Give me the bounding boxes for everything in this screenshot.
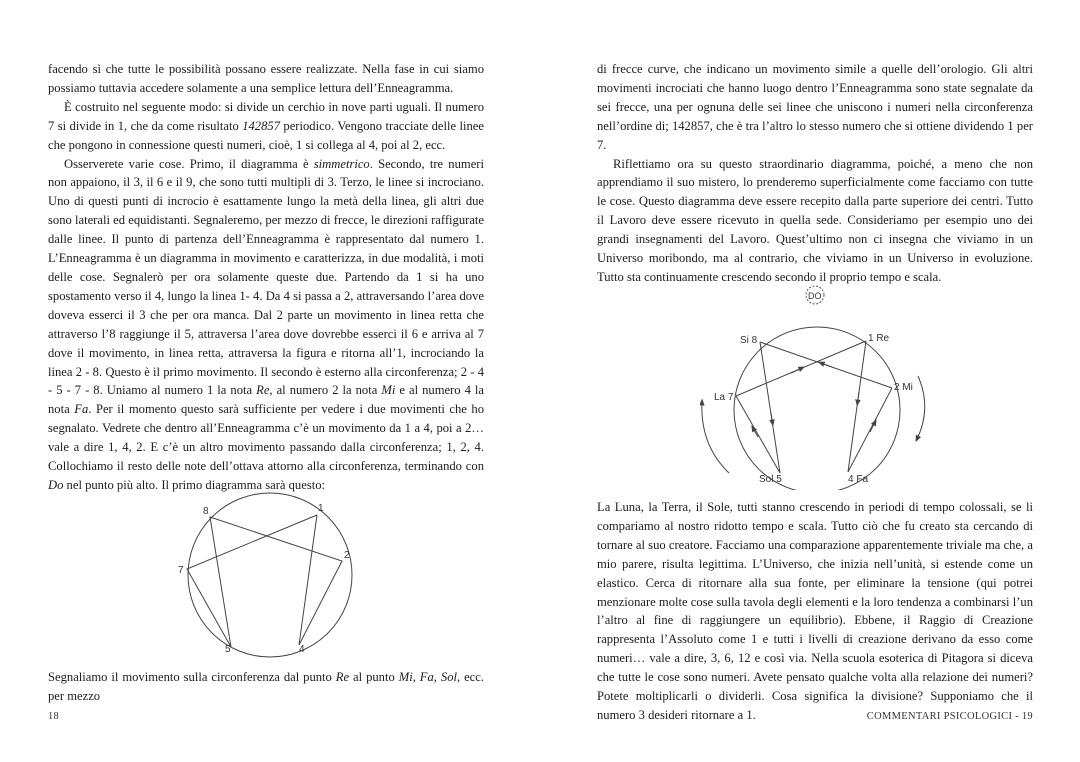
text-run: periodico. Vengono tracciate delle linee che pongono in connessione questi numeri, cioè, 1 si collega al 4, poi al 2, ecc. (48, 118, 484, 152)
note-label-la7: La 7 (714, 392, 734, 403)
point-label-7: 7 (178, 565, 184, 576)
text-run: È costruito nel seguente modo: si divide un cerchio in nove parti uguali. Il numero 7 si divide in 1, che da come risultato (48, 99, 484, 133)
italic-text: simmetrico (313, 156, 370, 171)
right-page (540, 0, 1080, 762)
text-run: nel punto più alto. Il primo diagramma sarà questo: (63, 477, 326, 492)
enneagram-basic-svg (160, 490, 380, 660)
text-run: di frecce curve, che indicano un movimento simile a quelle dell’orologio. Gli altri movimenti incrociati che hanno luogo dentro l’Enneagramma sono state segnalate da sei frecce, una per ognuna delle sei linee che uniscono i numeri nella circonferenza nell’ordine di; 142857, che è tra l’altro lo stesso numero che si ottiene dividendo 1 per 7. (597, 62, 1033, 152)
note-label-2mi: 2 Mi (894, 382, 913, 393)
italic-text: Mi (381, 383, 396, 398)
note-label-sol5: Sol 5 (759, 474, 782, 485)
left-page-body-top (48, 60, 484, 495)
text-run: Riflettiamo ora su questo straordinario diagramma, poiché, a meno che non apprendiamo il suo mistero, lo prenderemo superficialmente come facciamo con tutte le cose. Questo diagramma deve essere recepito dalla parte superiore dei centri. Tutto il Lavoro deve essere ricevuto in quella sede. Consideriamo per esempio uno dei grandi insegnamenti del Lavoro. Quest’ultimo non ci insegna che viviamo in un Universo moribondo, ma al contrario, che viviamo in un Universo in evoluzione. Tutto sta continuamente crescendo secondo il proprio tempo e scala. (597, 156, 1033, 284)
text-run: . Secondo, tre numeri non appaiono, il 3, il 6 e il 9, che sono tutti multipli di 3. Terzo, le linee si incrociano. Uno di questi punti di incrocio è esattamente lungo la metà della linea, gli altri due sono laterali ed equidistanti. Segnaleremo, per mezzo di frecce, le direzioni raffigurate dalle linee. Il punto di partenza dell’Enneagramma è rappresentato dal numero 1. L’Enneagramma è un diagramma in movimento e caratterizza, in due modalità, i moti delle cose. Segnalerò per ora solamente queste due. Partendo da 1 si ha uno spostamento verso il 4, lungo la linea 1- 4. Da 4 si passa a 2, attraversando l’area dove doveva esserci il 3 che per ora manca. Dal 2 parte un movimento in linea retta che attraverso l’8 raggiunge il 5, attraversa l’area dove dovrebbe esserci il 6 e arriva al 7 dove il movimento, in linea retta, attraversa la figura e ritorna all’1, incrociando la linea 2 - 8. Questo è il primo movimento. Il secondo è esterno alla circonferenza; 2 - 4 - 5 - 7 - 8. Uniamo al numero 1 la nota (48, 156, 484, 398)
paragraph (48, 60, 484, 98)
italic-text: Do (48, 477, 64, 492)
point-label-5: 5 (225, 644, 231, 655)
text-run: Segnaliamo il movimento sulla circonferenza dal punto (48, 670, 336, 684)
curved-arrow-left (702, 402, 729, 473)
paragraph (48, 155, 484, 495)
italic-text: Fa (74, 402, 89, 417)
text-run: e al numero 4 la nota (48, 383, 484, 417)
curved-arrow-right (917, 376, 925, 439)
note-label-do: DO (808, 291, 822, 301)
left-page-body-bottom (48, 668, 484, 706)
italic-text: Mi (398, 670, 413, 684)
italic-text: Fa (419, 670, 434, 684)
text-run: . Per il momento questo sarà sufficiente per vedere i due movimenti che ho segnalato. Vedrete che dentro all’Enneagramma c’è un movimento da 1 a 4, poi a 2… vale a dire 1, 4, 2. E c’è un altro movimento passando dalla circonferenza; 1, 2, 4. Collochiamo il resto delle note dell’ottava attorno alla circonferenza, terminando con (48, 402, 484, 474)
right-page-body-bottom (597, 498, 1033, 725)
enneagram-diagram-notes (700, 280, 960, 490)
italic-text: 142857 (242, 118, 280, 133)
text-run: , (412, 670, 420, 684)
paragraph (597, 60, 1033, 155)
paragraph (48, 98, 484, 155)
running-footer-right: COMMENTARI PSICOLOGICI - 19 (866, 711, 1033, 722)
paragraph (597, 155, 1033, 287)
enneagram-diagram-basic (160, 490, 380, 660)
text-run: al punto (349, 670, 399, 684)
text-run: La Luna, la Terra, il Sole, tutti stanno crescendo in periodi di tempo colossali, se li compariamo al nostro ridotto tempo e scala. Tutto ciò che fu creato sta cercando di tornare al suo creatore. Facciamo una comparazione apparentemente triviale ma che, a mio parere, risulta legittima. L’Universo, che inizia nell’unità, si estende come un elastico. Cerca di ritornare alla sua fonte, per eliminare la tensione (qui potrei menzionare molte cose sulla tavola degli elementi e la loro tendenza a combinarsi l’un l’altro al fine di raggiungere un equilibrio). Ebbene, il Raggio di Creazione rappresenta l’Assoluto come 1 e tutti i livelli di creazione derivano da esso come numeri… vale a dire, 3, 6, 12 e così via. Nella scuola esoterica di Pitagora si diceva che tutte le cose sono numeri. Avete pensato qualche volta alla relazione dei numeri? Potete moltiplicarli o dividerli. Cosa significa la divisione? Supponiamo che il numero 3 desideri ritornare a 1. (597, 500, 1033, 722)
note-label-1re: 1 Re (868, 333, 890, 344)
text-run: , ecc. per mezzo (48, 670, 484, 703)
paragraph (48, 668, 484, 706)
italic-text: Sol (440, 670, 457, 684)
text-run: facendo sì che tutte le possibilità possano essere realizzate. Nella fase in cui siamo possiamo tuttavia accedere solamente a una semplice lettura dell’Enneagramma. (48, 62, 484, 95)
page-number-left: 18 (48, 711, 60, 722)
point-label-2: 2 (344, 550, 350, 561)
enneagram-notes-svg (700, 280, 960, 490)
paragraph (597, 498, 1033, 725)
text-run: Osserverete varie cose. Primo, il diagramma è (64, 156, 314, 171)
italic-text: Re (256, 383, 270, 398)
italic-text: Re (335, 670, 350, 684)
note-label-4fa: 4 Fa (848, 474, 869, 485)
point-label-1: 1 (318, 503, 324, 514)
text-run: , al numero 2 la nota (269, 383, 382, 398)
note-label-si8: Si 8 (740, 335, 758, 346)
point-label-4: 4 (299, 644, 305, 655)
point-label-8: 8 (203, 506, 209, 517)
right-page-body-top (597, 60, 1033, 287)
text-run: , (433, 670, 441, 684)
